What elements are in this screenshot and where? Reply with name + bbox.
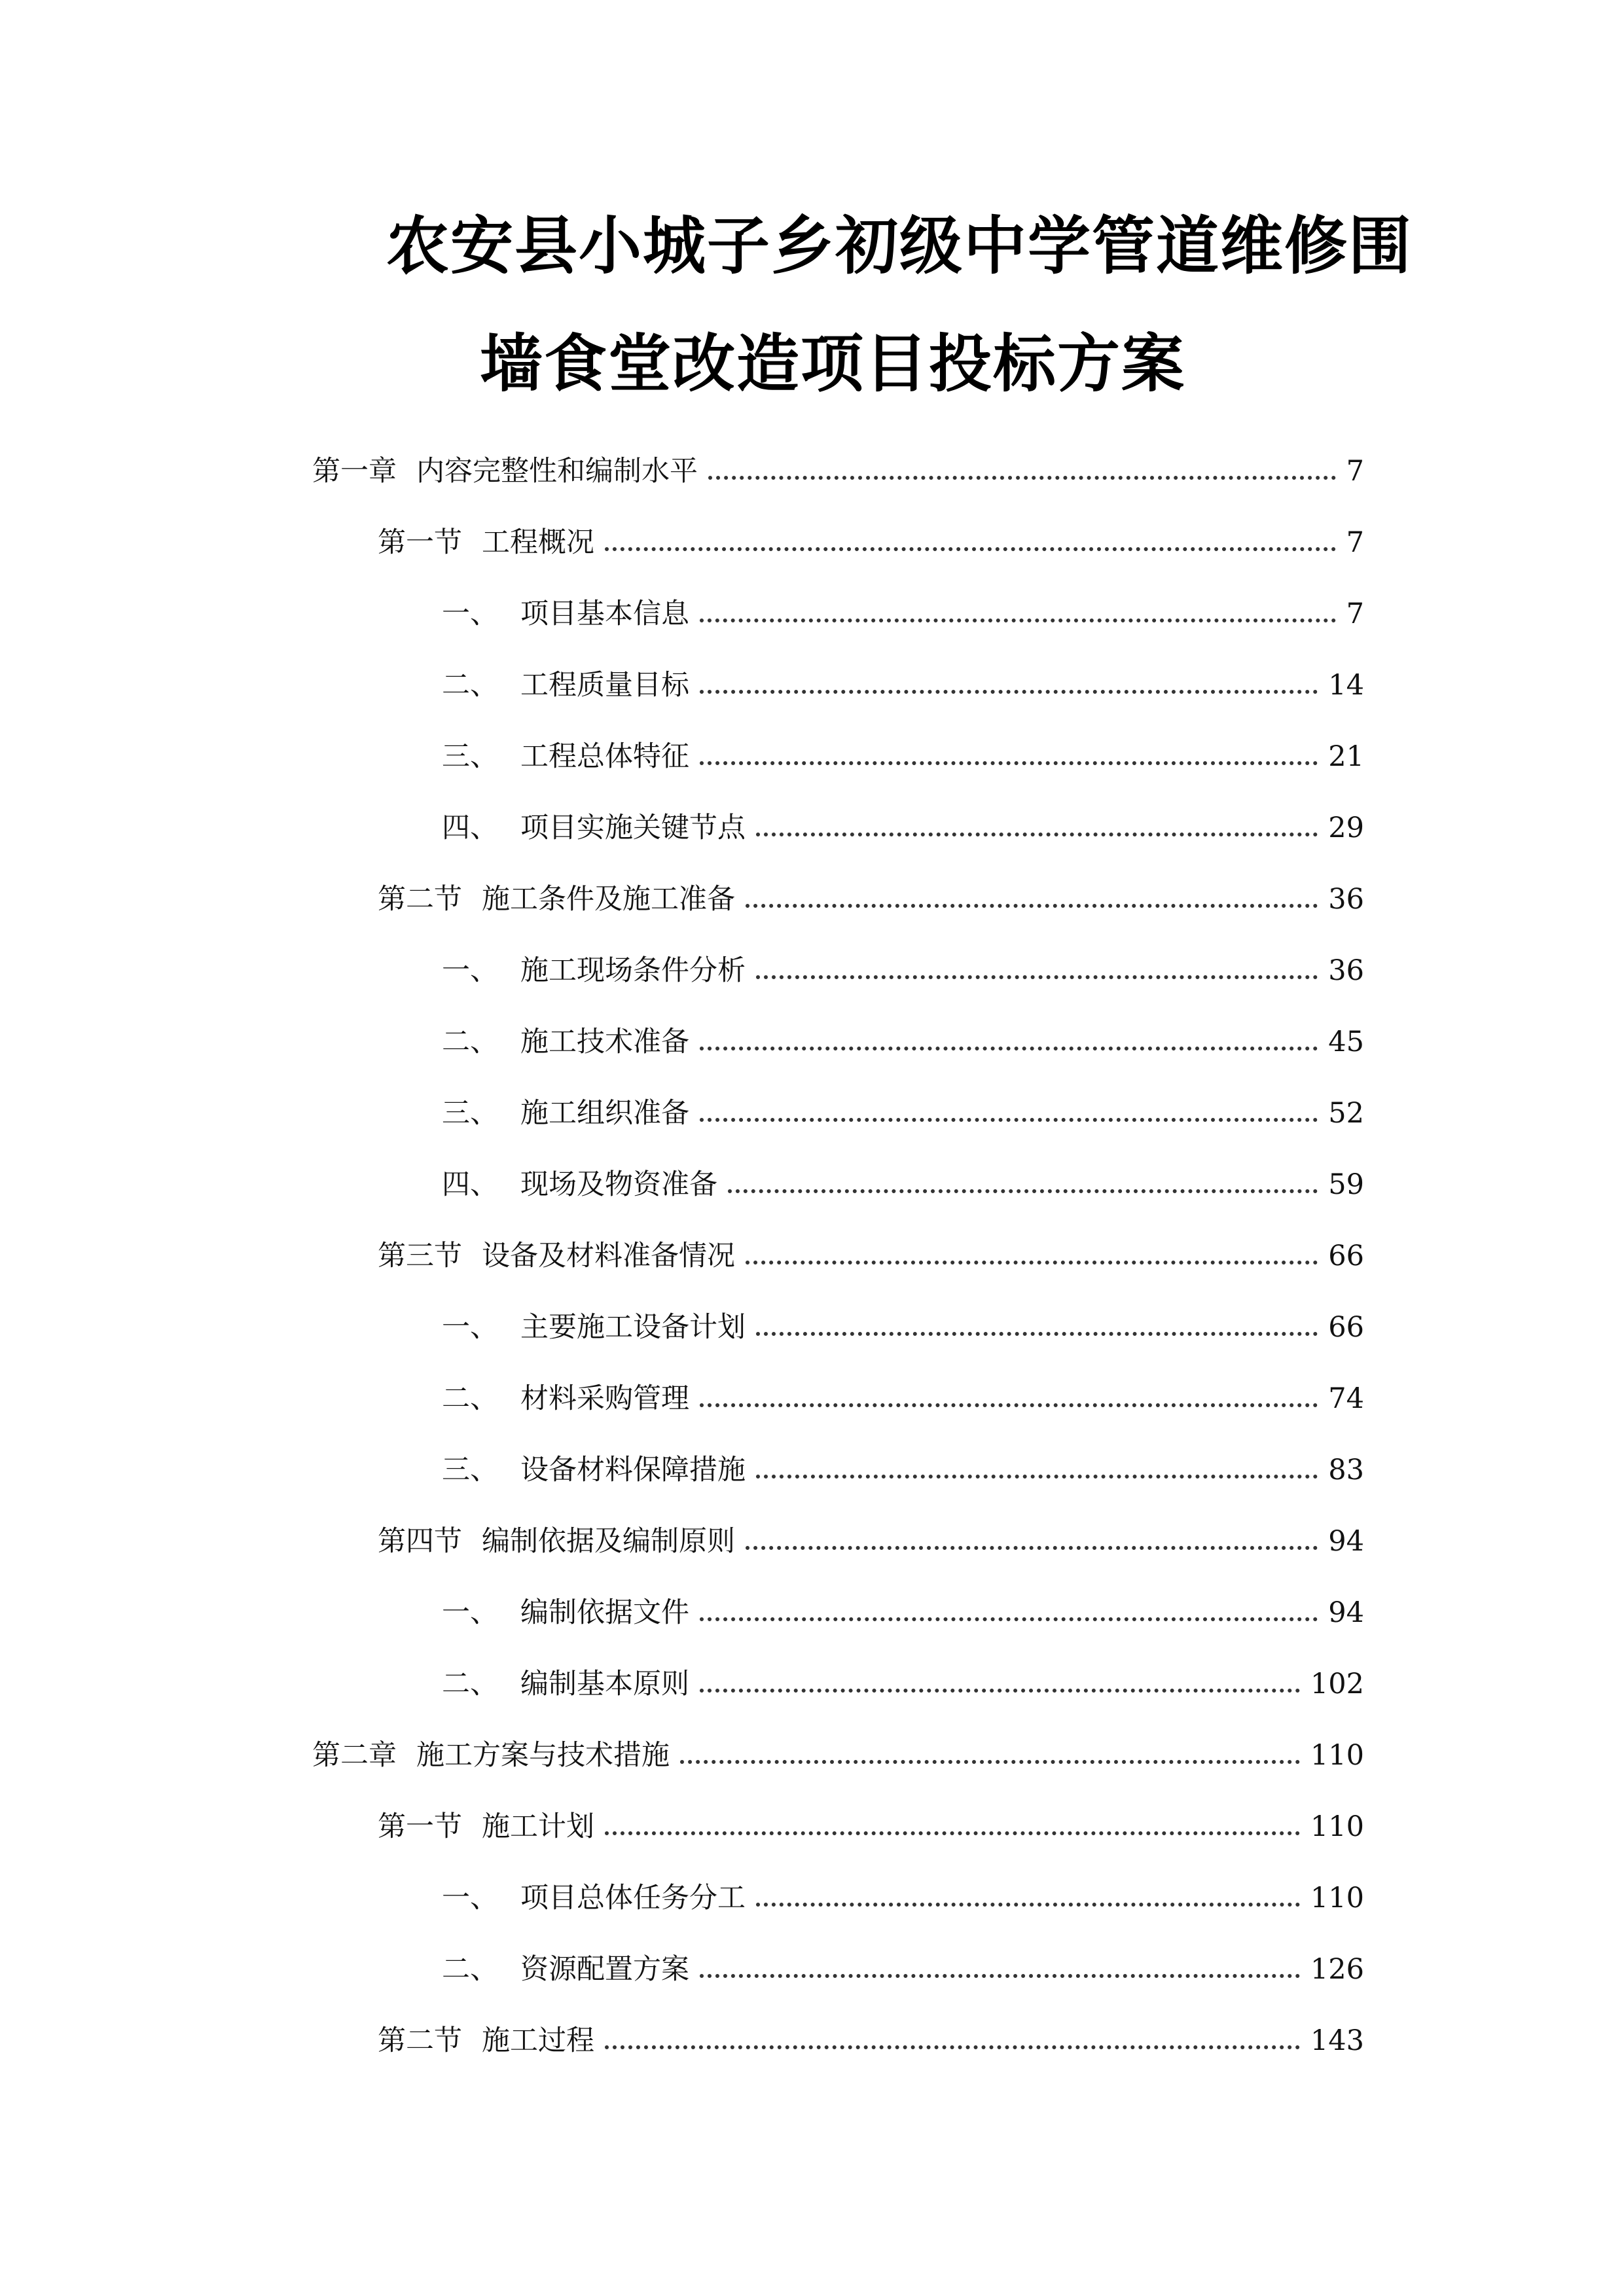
toc-page-number: 7 [1346,598,1364,630]
toc-title: 施工条件及施工准备 [482,883,735,916]
toc-entry-section[interactable] [378,1519,1364,1556]
toc-dot-leader [605,2045,1300,2049]
toc-page-number: 36 [1328,954,1364,987]
toc-page-number: 94 [1328,1596,1364,1629]
toc-page-number: 59 [1328,1168,1364,1201]
toc-title: 现场及物资准备 [520,1168,717,1201]
toc-entry-item[interactable] [442,734,1364,771]
toc-dot-leader [700,690,1318,694]
toc-title: 工程概况 [482,526,594,559]
toc-number: 第一节 [378,526,462,559]
toc-number: 三、 [442,740,498,773]
toc-title: 设备及材料准备情况 [482,1240,735,1272]
toc-title: 项目总体任务分工 [520,1882,746,1914]
toc-page-number: 110 [1310,1882,1364,1914]
toc-dot-leader [700,1403,1318,1407]
toc-page-number: 14 [1328,669,1364,702]
toc-entry-section[interactable] [378,520,1364,557]
toc-dot-leader [756,1475,1318,1479]
toc-title: 工程总体特征 [520,740,689,773]
toc-page-number: 66 [1328,1311,1364,1344]
toc-entry-item[interactable] [442,948,1364,985]
toc-dot-leader [700,1974,1300,1978]
toc-dot-leader [700,1617,1318,1621]
toc-title: 施工技术准备 [520,1026,689,1058]
toc-number: 第二节 [378,2024,462,2057]
toc-number: 第一节 [378,1810,462,1843]
toc-title: 施工组织准备 [520,1097,689,1130]
toc-title: 施工过程 [482,2024,594,2057]
toc-page-number: 83 [1328,1454,1364,1486]
toc-number: 第二节 [378,883,462,916]
toc-dot-leader [680,1760,1300,1764]
toc-page-number: 36 [1328,883,1364,916]
toc-page-number: 52 [1328,1097,1364,1130]
toc-dot-leader [746,1261,1318,1265]
toc-number: 二、 [442,669,498,702]
toc-number: 第三节 [378,1240,462,1272]
toc-number: 二、 [442,1953,498,1986]
toc-entry-item[interactable] [442,1590,1364,1627]
toc-page-number: 110 [1310,1810,1364,1843]
toc-entry-item[interactable] [442,1662,1364,1698]
toc-number: 四、 [442,812,498,844]
toc-title: 主要施工设备计划 [520,1311,746,1344]
toc-page-number: 7 [1346,526,1364,559]
toc-number: 一、 [442,1596,498,1629]
toc-entry-item[interactable] [442,663,1364,700]
toc-entry-chapter[interactable] [312,449,1364,486]
toc-title: 内容完整性和编制水平 [416,455,698,488]
toc-number: 一、 [442,598,498,630]
toc-title: 材料采购管理 [520,1382,689,1415]
toc-title: 编制基本原则 [520,1668,689,1700]
toc-title: 施工计划 [482,1810,594,1843]
toc-page-number: 21 [1328,740,1364,773]
toc-dot-leader [700,1047,1318,1050]
toc-dot-leader [756,1332,1318,1336]
toc-title: 项目实施关键节点 [520,812,746,844]
toc-number: 二、 [442,1382,498,1415]
toc-title: 项目基本信息 [520,598,689,630]
toc-entry-item[interactable] [442,1162,1364,1199]
toc-title: 设备材料保障措施 [520,1454,746,1486]
toc-number: 第二章 [312,1739,397,1772]
toc-entry-item[interactable] [442,1376,1364,1413]
toc-number: 第一章 [312,455,397,488]
toc-dot-leader [746,1546,1318,1550]
toc-dot-leader [756,975,1318,979]
toc-dot-leader [605,1831,1300,1835]
toc-page-number: 7 [1346,455,1364,488]
toc-number: 三、 [442,1097,498,1130]
toc-page-number: 45 [1328,1026,1364,1058]
toc-entry-item[interactable] [442,1947,1364,1984]
toc-entry-chapter[interactable] [312,1733,1364,1770]
toc-page-number: 143 [1310,2024,1364,2057]
toc-number: 一、 [442,1311,498,1344]
toc-number: 第四节 [378,1525,462,1558]
toc-entry-item[interactable] [442,1020,1364,1056]
toc-entry-item[interactable] [442,1448,1364,1484]
document-title-line-1: 农安县小城子乡初级中学管道维修围 [386,209,1413,283]
toc-entry-section[interactable] [378,1234,1364,1270]
toc-entry-section[interactable] [378,877,1364,914]
toc-dot-leader [746,904,1318,908]
toc-dot-leader [605,547,1336,551]
toc-dot-leader [700,761,1318,765]
toc-page-number: 29 [1328,812,1364,844]
toc-dot-leader [756,833,1318,836]
toc-page-number: 74 [1328,1382,1364,1415]
toc-dot-leader [700,619,1336,622]
toc-dot-leader [728,1189,1318,1193]
toc-dot-leader [708,476,1336,480]
toc-entry-section[interactable] [378,2018,1364,2055]
toc-entry-item[interactable] [442,592,1364,628]
toc-entry-item[interactable] [442,806,1364,842]
toc-page-number: 126 [1310,1953,1364,1986]
toc-title: 编制依据文件 [520,1596,689,1629]
toc-number: 三、 [442,1454,498,1486]
toc-title: 工程质量目标 [520,669,689,702]
toc-page-number: 110 [1310,1739,1364,1772]
toc-number: 二、 [442,1668,498,1700]
toc-page-number: 102 [1310,1668,1364,1700]
toc-entry-item[interactable] [442,1091,1364,1128]
toc-entry-item[interactable] [442,1305,1364,1342]
toc-title: 施工方案与技术措施 [416,1739,670,1772]
document-title-line-2: 墙食堂改造项目投标方案 [480,327,1185,401]
toc-title: 编制依据及编制原则 [482,1525,735,1558]
toc-entry-item[interactable] [442,1876,1364,1912]
toc-number: 四、 [442,1168,498,1201]
toc-dot-leader [700,1118,1318,1122]
toc-dot-leader [700,1689,1300,1693]
toc-number: 一、 [442,1882,498,1914]
toc-dot-leader [756,1903,1300,1907]
toc-number: 二、 [442,1026,498,1058]
toc-number: 一、 [442,954,498,987]
toc-title: 资源配置方案 [520,1953,689,1986]
toc-title: 施工现场条件分析 [520,954,746,987]
toc-page-number: 94 [1328,1525,1364,1558]
toc-entry-section[interactable] [378,1804,1364,1841]
toc-page-number: 66 [1328,1240,1364,1272]
